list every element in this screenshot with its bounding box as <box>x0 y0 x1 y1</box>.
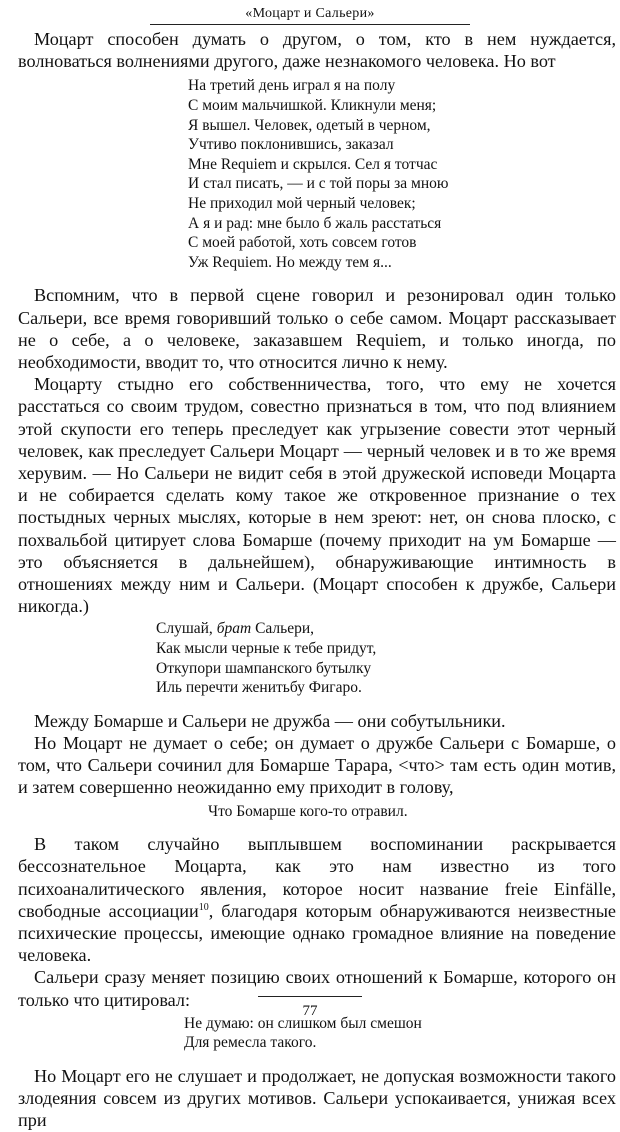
verse-line: И стал писать, — и с той поры за мною <box>188 175 449 193</box>
verse-line: С моей работой, хоть совсем готов <box>188 234 417 252</box>
verse-line: А я и рад: мне было б жаль расстаться <box>188 214 442 232</box>
page-number: 77 <box>302 1003 318 1019</box>
verse-line: Что Бомарше кого-то отравил. <box>208 802 408 820</box>
footer-rule <box>258 996 362 997</box>
verse-line: Иль перечти женитьбу Фигаро. <box>156 679 362 697</box>
verse-line: Я вышел. Человек, одетый в черном, <box>188 116 431 134</box>
footnote-marker: 10 <box>198 901 209 913</box>
verse-italic-word: брат <box>216 620 252 638</box>
verse-quote-2 <box>18 619 616 697</box>
verse-text: Слушай, <box>156 620 217 638</box>
paragraph-3: Моцарту стыдно его собственничества, того, что ему не хочется расстаться со своим трудом, совестно признаться в том, что под влиянием этой скупости его теперь преследует как угрызение совести этот черный человек, как преследует Сальери Моцарт — черный человек и в то же время херувим. — Но Сальери не видит себя в этой дружеской исповеди Моцарта и не собирается сделать кому такое же откровенное признание о тех постыдных черных мыслях, которые в нем зреют: нет, он снова плоско, с похвальбой цитирует слова Бомарше (почему приходит на ум Бомарше — это объясняется в дальнейшем), обнаруживающие интимность в отношениях между ним и Сальери. (Моцарт способен к дружбе, Сальери никогда.) <box>18 374 616 617</box>
verse-line: Не думаю: он слишком был смешон <box>184 1014 422 1032</box>
verse-line: Не приходил мой черный человек; <box>188 194 416 212</box>
verse-text: Сальери, <box>251 620 315 638</box>
paragraph-5: Но Моцарт не думает о себе; он думает о дружбе Сальери с Бомарше, о том, что Сальери сочинил для Бомарше Тарара, <что> там есть один мотив, и затем совершенно неожиданно ему приходит в голову, <box>18 732 616 798</box>
paragraph-text: , благодаря которым обнаруживаются неизвестные психические процессы, имеющие однако громадное влияние на поведение человека. <box>18 900 617 966</box>
verse-line: На третий день играл я на полу <box>188 77 396 95</box>
verse-line: Уж Requiem. Но между тем я... <box>188 253 392 271</box>
verse-line: С моим мальчишкой. Кликнули меня; <box>188 97 437 114</box>
page-body <box>18 28 616 1132</box>
paragraph-2: Вспомним, что в первой сцене говорил и резонировал один только Сальери, все время говоривший только о себе самом. Моцарт рассказывает не о себе, а о человеке, заказавшем Requiem, и только иногда, по необходимости, вводит то, что относится лично к нему. <box>18 285 616 372</box>
running-header: «Моцарт и Сальери» <box>245 6 375 21</box>
paragraph-8: Но Моцарт его не слушает и продолжает, не допуская возможности такого злодеяния совсем из других мотивов. Сальери успокаивается, унижая всех при <box>18 1065 616 1131</box>
header-rule <box>150 24 470 25</box>
verse-line: Учтиво поклонившись, заказал <box>188 136 394 154</box>
verse-quote-3 <box>18 802 616 822</box>
paragraph-7: Сальери сразу меняет позицию своих отношений к Бомарше, которого он только что цитировал: <box>18 967 616 1010</box>
verse-quote-1 <box>18 76 616 272</box>
paragraph-4: Между Бомарше и Сальери не дружба — они собутыльники. <box>34 710 506 731</box>
verse-line: Мне Requiem и скрылся. Сел я тотчас <box>188 155 438 173</box>
paragraph-text: В таком случайно выплывшем воспоминании раскрывается бессознательное Моцарта, как это нам известно из того психоаналитического явления, которое носит название freie Einfälle, свободные ассоциации <box>18 834 616 921</box>
verse-line <box>156 619 616 639</box>
paragraph-6 <box>18 833 616 966</box>
verse-line: Как мысли черные к тебе придут, <box>156 639 377 657</box>
paragraph-1: Моцарт способен думать о другом, о том, кто в нем нуждается, волноваться волнениями другого, даже незнакомого человека. Но вот <box>18 29 616 72</box>
verse-line: Откупори шампанского бутылку <box>156 659 372 677</box>
verse-line: Для ремесла такого. <box>184 1034 317 1052</box>
